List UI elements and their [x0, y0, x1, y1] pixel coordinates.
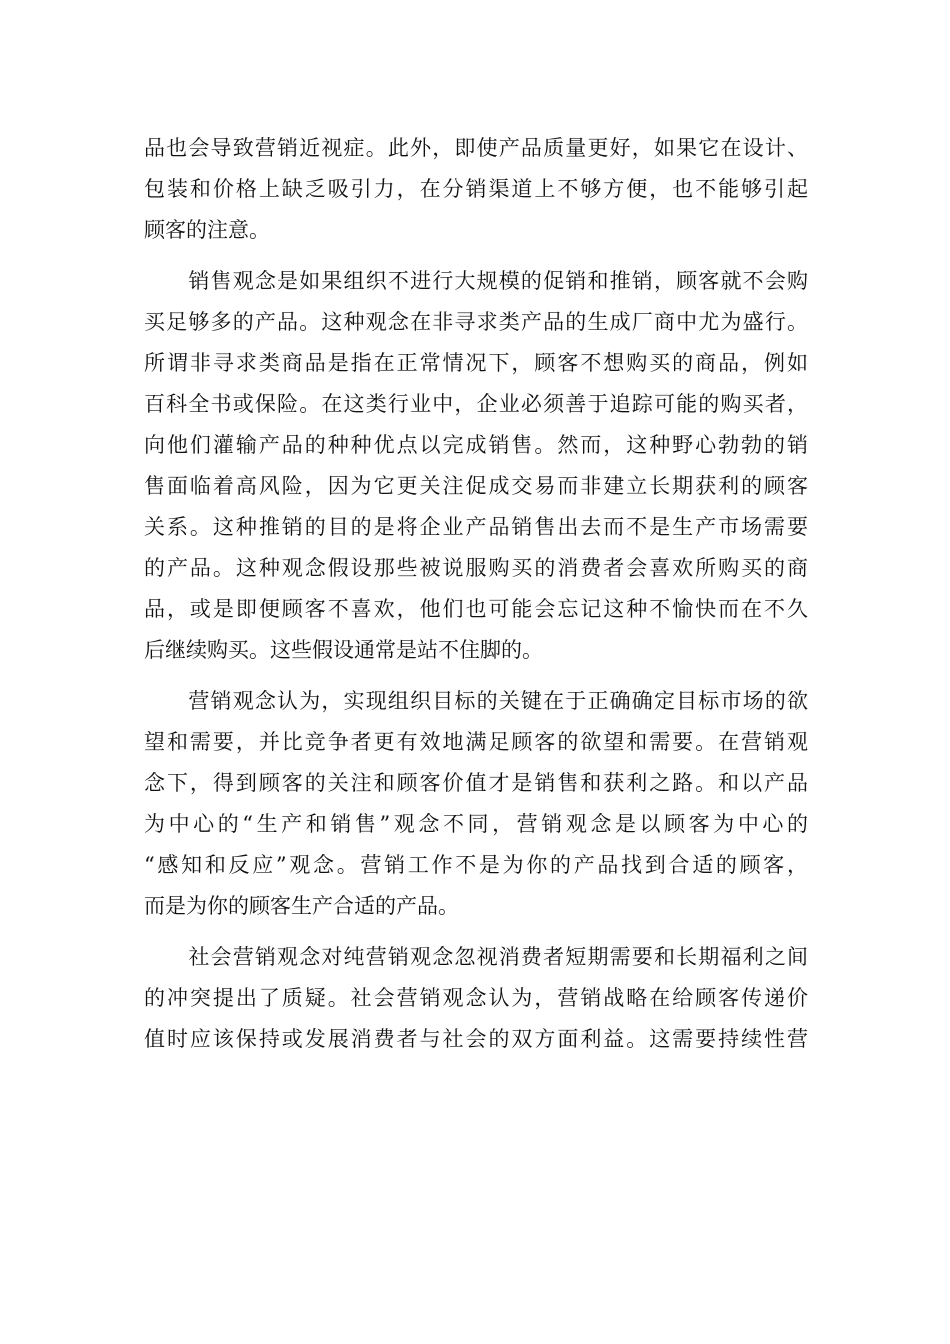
- paragraph-gap: [144, 671, 808, 681]
- paragraph-4: [144, 937, 808, 1060]
- text-line: 的产品。这种观念假设那些被说服购买的消费者会喜欢所购买的商: [144, 556, 808, 580]
- text-line: 后继续购买。这些假设通常是站不住脚的。: [144, 638, 543, 662]
- text-line: 关系。这种推销的目的是将企业产品销售出去而不是生产市场需要: [144, 515, 808, 539]
- text-line: 品也会导致营销近视症。此外，即使产品质量更好，如果它在设计、: [144, 136, 808, 160]
- paragraph-2: [144, 261, 808, 671]
- text-line: 为中心的“生产和销售”观念不同，营销观念是以顾客为中心的: [144, 812, 808, 836]
- text-line: 买足够多的产品。这种观念在非寻求类产品的生成厂商中尤为盛行。: [144, 310, 808, 334]
- text-line: 所谓非寻求类商品是指在正常情况下，顾客不想购买的商品，例如: [144, 351, 808, 375]
- text-line: 的冲突提出了质疑。社会营销观念认为，营销战略在给顾客传递价: [144, 986, 808, 1010]
- text-line: 包装和价格上缺乏吸引力，在分销渠道上不够方便，也不能够引起: [144, 177, 808, 201]
- text-line: 售面临着高风险，因为它更关注促成交易而非建立长期获利的顾客: [144, 474, 808, 498]
- text-line: 而是为你的顾客生产合适的产品。: [144, 894, 459, 918]
- text-line: 社会营销观念对纯营销观念忽视消费者短期需要和长期福利之间: [144, 945, 808, 969]
- text-line: 念下，得到顾客的关注和顾客价值才是销售和获利之路。和以产品: [144, 771, 808, 795]
- text-line: 百科全书或保险。在这类行业中，企业必须善于追踪可能的购买者，: [144, 392, 808, 416]
- text-line: 营销观念认为，实现组织目标的关键在于正确确定目标市场的欲: [144, 689, 808, 713]
- text-line: 顾客的注意。: [144, 218, 270, 242]
- paragraph-gap: [144, 251, 808, 261]
- paragraph-1: [144, 128, 808, 251]
- text-line: 望和需要，并比竞争者更有效地满足顾客的欲望和需要。在营销观: [144, 730, 808, 754]
- paragraph-3: [144, 681, 808, 927]
- body-text: [144, 128, 808, 1060]
- text-line: 销售观念是如果组织不进行大规模的促销和推销，顾客就不会购: [144, 269, 808, 293]
- paragraph-gap: [144, 927, 808, 937]
- text-line: 品，或是即便顾客不喜欢，他们也可能会忘记这种不愉快而在不久: [144, 597, 808, 621]
- text-line: 向他们灌输产品的种种优点以完成销售。然而，这种野心勃勃的销: [144, 433, 808, 457]
- text-line: “感知和反应”观念。营销工作不是为你的产品找到合适的顾客，: [144, 853, 808, 877]
- text-line: 值时应该保持或发展消费者与社会的双方面利益。这需要持续性营: [144, 1027, 808, 1051]
